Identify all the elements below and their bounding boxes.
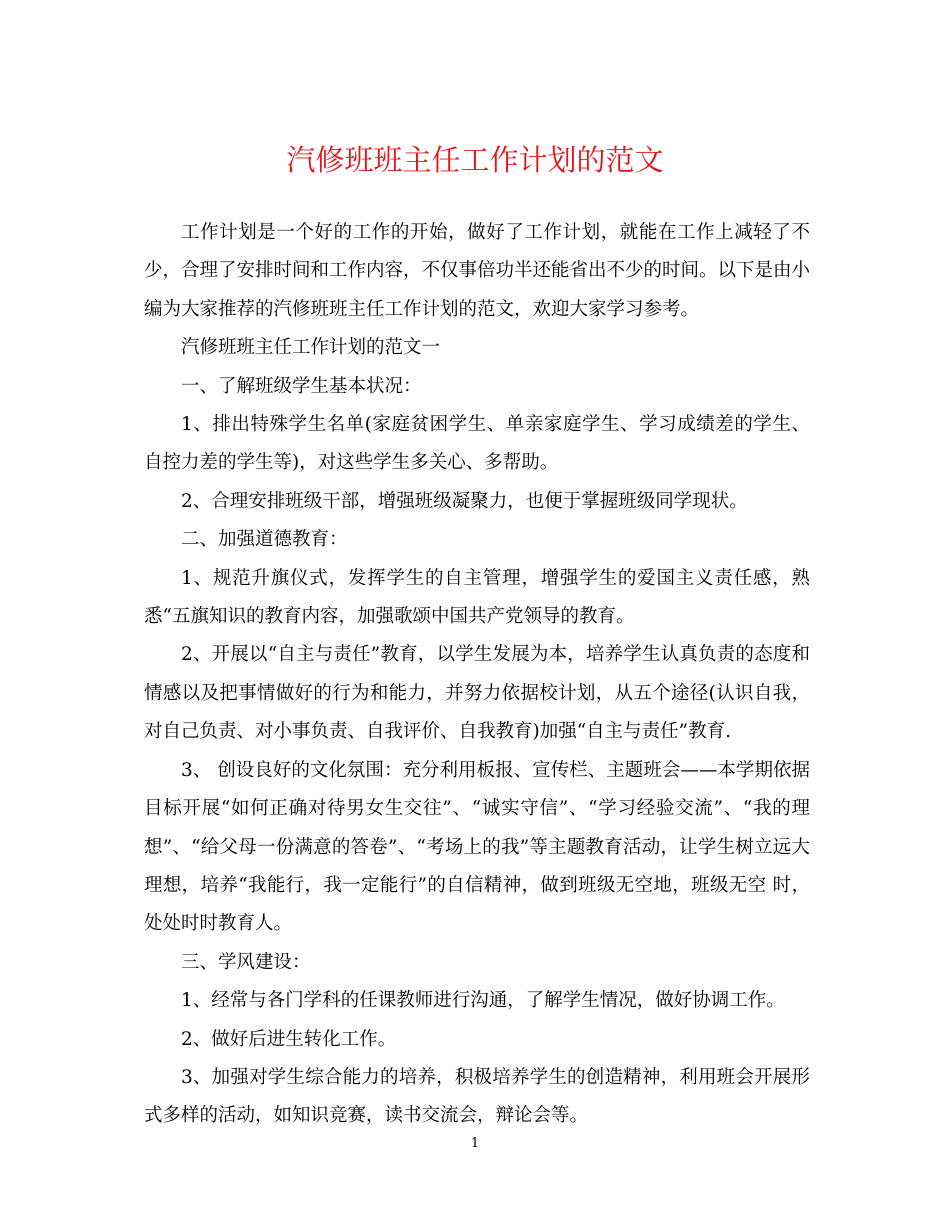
section-heading-understand-students: 一、了解班级学生基本状况： bbox=[181, 375, 422, 397]
section-heading-plan-one: 汽修班班主任工作计划的范文一 bbox=[181, 337, 441, 359]
list-item-paragraph: 2、做好后进生转化工作。 bbox=[181, 1028, 397, 1050]
document-body bbox=[144, 214, 810, 1136]
section-heading-study-style: 三、学风建设： bbox=[181, 951, 311, 973]
list-item-paragraph: 3、 创设良好的文化氛围：充分利用板报、宣传栏、主题班会——本学期依据目标开展“如何正确对待男女生交往”、“诚实守信”、“学习经验交流”、“我的理想”、“给父母一份满意的答卷”、“考场上的我”等主题教育活动，让学生树立远大理想，培养“我能行，我一定能行”的自信精神，做到班级无空地，班级无空 时，处处时时教育人。 bbox=[144, 759, 810, 935]
list-item-paragraph: 2、开展以“自主与责任”教育，以学生发展为本，培养学生认真负责的态度和情感以及把事情做好的行为和能力，并努力依据校计划，从五个途径(认识自我，对自己负责、对小事负责、自我评价、自我教育)加强“自主与责任”教育. bbox=[144, 644, 810, 743]
intro-paragraph: 工作计划是一个好的工作的开始，做好了工作计划，就能在工作上减轻了不少，合理了安排时间和工作内容，不仅事倍功半还能省出不少的时间。以下是由小编为大家推荐的汽修班班主任工作计划的范文，欢迎大家学习参考。 bbox=[144, 222, 811, 320]
list-item-paragraph: 2、合理安排班级干部，增强班级凝聚力，也便于掌握班级同学现状。 bbox=[181, 490, 748, 512]
document-title: 汽修班班主任工作计划的范文 bbox=[286, 143, 664, 177]
page-number: 1 bbox=[470, 1136, 480, 1151]
list-item-paragraph: 1、规范升旗仪式，发挥学生的自主管理，增强学生的爱国主义责任感，熟悉“五旗知识的教育内容，加强歌颂中国共产党领导的教育。 bbox=[144, 567, 810, 628]
list-item-paragraph: 1、排出特殊学生名单(家庭贫困学生、单亲家庭学生、学习成绩差的学生、自控力差的学生等)，对这些学生多关心、多帮助。 bbox=[144, 414, 810, 474]
list-item-paragraph: 3、加强对学生综合能力的培养，积极培养学生的创造精神，利用班会开展形式多样的活动，如知识竞赛，读书交流会，辩论会等。 bbox=[144, 1066, 810, 1127]
section-heading-moral-education: 二、加强道德教育： bbox=[181, 529, 348, 551]
list-item-paragraph: 1、经常与各门学科的任课教师进行沟通，了解学生情况，做好协调工作。 bbox=[181, 990, 785, 1012]
